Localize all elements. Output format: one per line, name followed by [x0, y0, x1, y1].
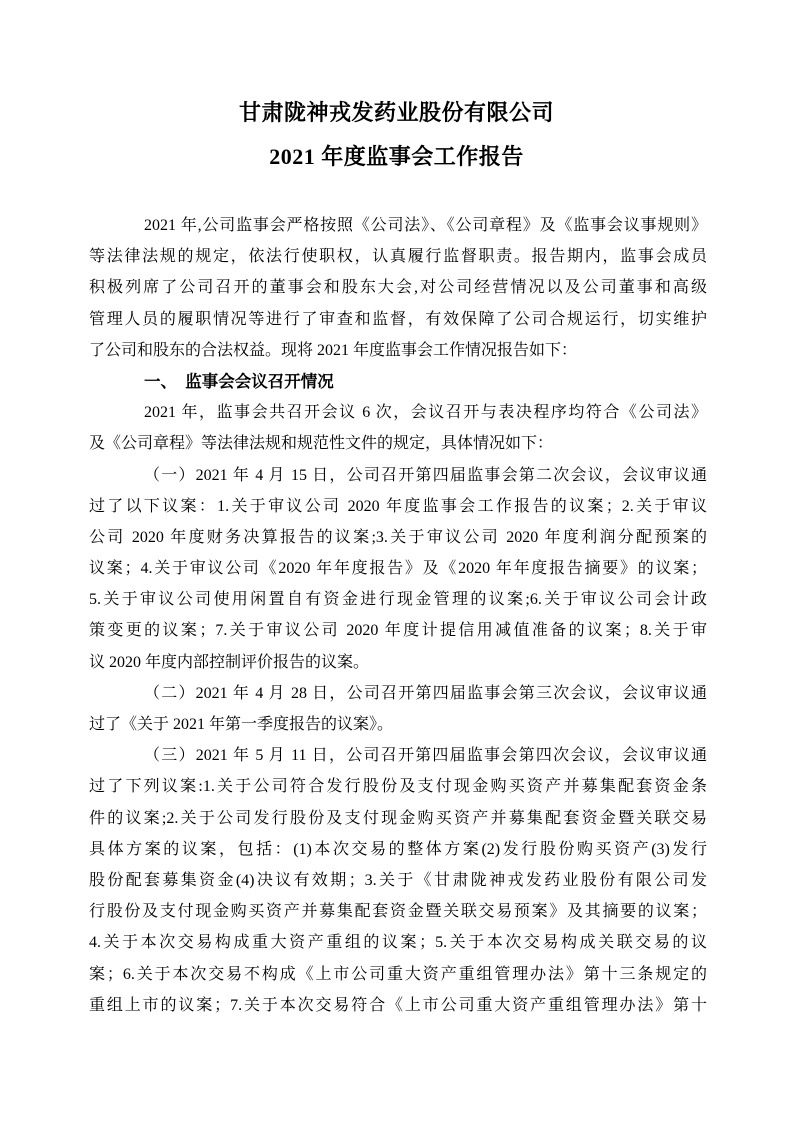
body-line: 公司 2020 年度财务决算报告的议案;3.关于审议公司 2020 年度利润分配预案的 [89, 528, 707, 546]
section-heading: 一、 监事会会议召开情况 [144, 371, 334, 391]
body-line: 行股份及支付现金购买资产并募集配套资金暨关联交易预案》及其摘要的议案； [89, 903, 707, 921]
body-line: 了公司和股东的合法权益。现将 2021 年度监事会工作情况报告如下： [89, 341, 578, 359]
body-line: 4.关于本次交易构成重大资产重组的议案；5.关于本次交易构成关联交易的议 [89, 934, 707, 952]
body-line: 具体方案的议案，包括：(1)本次交易的整体方案(2)发行股份购买资产(3)发行 [89, 840, 707, 858]
body-line: 等法律法规的规定，依法行使职权，认真履行监督职责。报告期内，监事会成员 [89, 248, 707, 266]
body-line: 案；6.关于本次交易不构成《上市公司重大资产重组管理办法》第十三条规定的 [89, 965, 707, 983]
body-line: 管理人员的履职情况等进行了审查和监督，有效保障了公司合规运行，切实维护 [89, 310, 707, 328]
body-line: 议案；4.关于审议公司《2020 年年度报告》及《2020 年年度报告摘要》的议案； [89, 560, 707, 578]
body-line: 议 2020 年度内部控制评价报告的议案。 [89, 653, 370, 671]
document-body [89, 210, 707, 1021]
document-subtitle: 2021 年度监事会工作报告 [269, 144, 524, 169]
body-line: 件的议案;2.关于公司发行股份及支付现金购买资产并募集配套资金暨关联交易 [89, 809, 707, 827]
body-line: （二）2021 年 4 月 28 日，公司召开第四届监事会第三次会议，会议审议通 [144, 684, 707, 702]
body-line: （一）2021 年 4 月 15 日，公司召开第四届监事会第二次会议，会议审议通 [144, 466, 707, 484]
body-line: 股份配套募集资金(4)决议有效期；3.关于《甘肃陇神戎发药业股份有限公司发 [89, 871, 707, 889]
body-line: 策变更的议案；7.关于审议公司 2020 年度计提信用减值准备的议案；8.关于审 [89, 622, 707, 640]
body-line: 过了《关于 2021 年第一季度报告的议案》。 [89, 716, 394, 733]
body-line: 重组上市的议案；7.关于本次交易符合《上市公司重大资产重组管理办法》第十 [89, 996, 707, 1014]
body-line: 5.关于审议公司使用闲置自有资金进行现金管理的议案;6.关于审议公司会计政 [89, 591, 707, 609]
body-line: 积极列席了公司召开的董事会和股东大会,对公司经营情况以及公司董事和高级 [89, 279, 707, 297]
body-line: 2021 年,公司监事会严格按照《公司法》、《公司章程》及《监事会议事规则》 [144, 217, 707, 234]
body-line: （三）2021 年 5 月 11 日，公司召开第四届监事会第四次会议，会议审议通 [144, 747, 707, 765]
document-title: 甘肃陇神戎发药业股份有限公司 [238, 100, 554, 125]
body-line: 2021 年，监事会共召开会议 6 次，会议召开与表决程序均符合《公司法》 [144, 404, 707, 422]
body-line: 过了下列议案:1.关于公司符合发行股份及支付现金购买资产并募集配套资金条 [89, 778, 707, 796]
body-line: 及《公司章程》等法律法规和规范性文件的规定，具体情况如下： [89, 435, 554, 453]
body-line: 过了以下议案：1.关于审议公司 2020 年度监事会工作报告的议案；2.关于审议 [89, 497, 707, 515]
